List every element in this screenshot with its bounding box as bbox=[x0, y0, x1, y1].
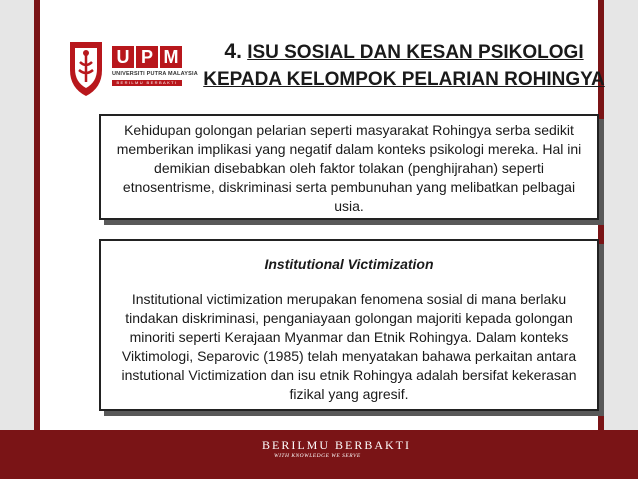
left-bar-accent bbox=[34, 0, 40, 479]
footer-band bbox=[0, 430, 638, 479]
title-line-1 bbox=[184, 38, 624, 66]
footer-motto-sub: WITH KNOWLEDGE WE SERVE bbox=[274, 453, 361, 459]
logo-letter-p: P bbox=[136, 46, 158, 68]
footer-motto-main: BERILMU BERBAKTI bbox=[262, 438, 411, 452]
logo-tagline: BERILMU BERBAKTI bbox=[112, 80, 182, 86]
logo-letter-m: M bbox=[160, 46, 182, 68]
slide-title bbox=[184, 38, 624, 93]
logo-university-name: UNIVERSITI PUTRA MALAYSIA bbox=[112, 71, 198, 77]
title-line-1-text: ISU SOSIAL DAN KESAN PSIKOLOGI bbox=[247, 42, 584, 63]
title-line-2: KEPADA KELOMPOK PELARIAN ROHINGYA bbox=[203, 69, 605, 90]
left-side-bar bbox=[0, 0, 40, 479]
victimization-heading: Institutional Victimization bbox=[264, 256, 434, 272]
intro-paragraph: Kehidupan golongan pelarian seperti masyarakat Rohingya serba sedikit memberikan implikasi yang negatif dalam konteks psikologi mereka. Hal ini demikian disebabkan oleh faktor tolakan (penghijrahan) seperti etnosentrisme, diskriminasi serta pembunuhan yang melibatkan pelbagai usia. bbox=[116, 122, 582, 214]
upm-logo bbox=[66, 38, 198, 100]
footer-motto bbox=[262, 438, 411, 470]
upm-crest-icon bbox=[66, 38, 106, 100]
victimization-paragraph: Institutional victimization merupakan fenomena sosial di mana berlaku tindakan diskriminasi, penganiayaan golongan majoriti kepada golongan minoriti seperti Kerajaan Myanmar dan Etnik Rohingya. Dalam konteks Viktimologi, Separovic (1985) telah menyatakan bahawa perkaitan antara instutional Victimization dan isu etnik Rohingya adalah bersifat kekerasan fizikal yang agresif. bbox=[121, 291, 577, 402]
upm-wordmark bbox=[112, 46, 182, 68]
intro-text-box bbox=[99, 114, 599, 220]
logo-letter-u: U bbox=[112, 46, 134, 68]
title-number: 4. bbox=[224, 40, 242, 63]
victimization-text-box bbox=[99, 239, 599, 411]
